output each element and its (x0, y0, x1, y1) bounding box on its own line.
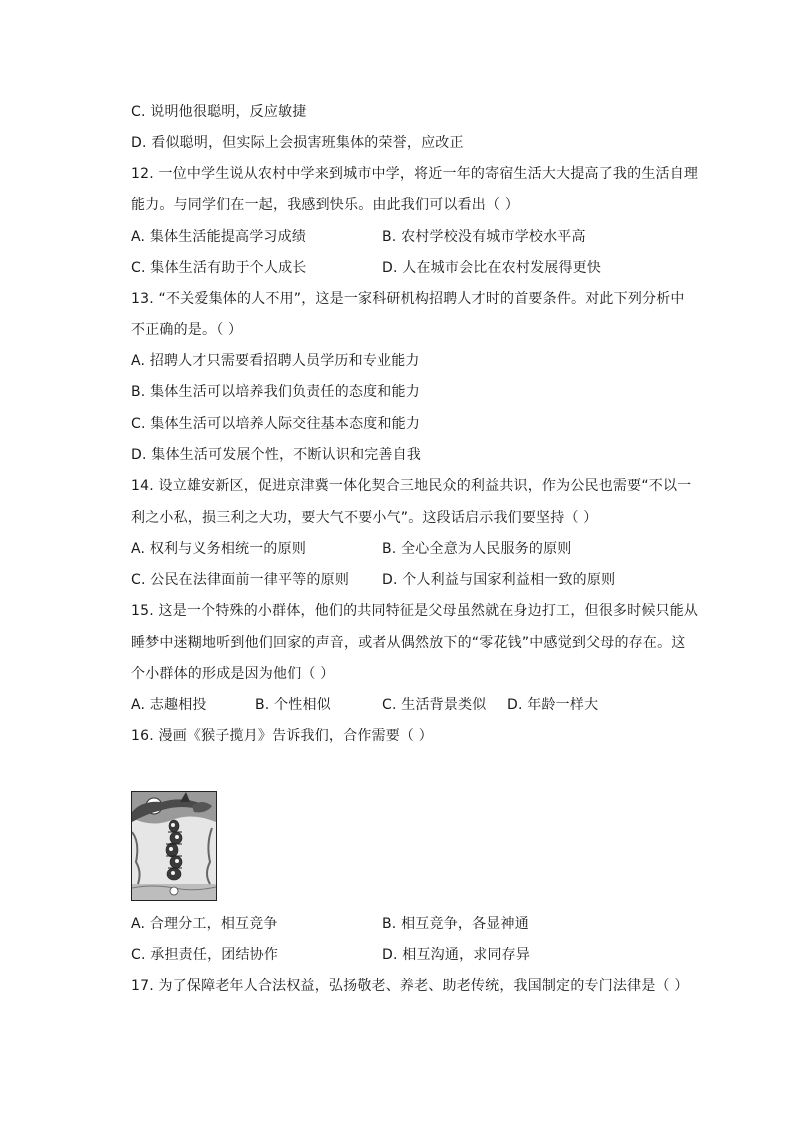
option-16-a: A. 合理分工，相互竞争 (131, 916, 278, 932)
question-15-line-3: 个小群体的形成是因为他们（ ） (131, 666, 335, 682)
question-14-line-1: 14. 设立雄安新区，促进京津冀一体化契合三地民众的利益共识，作为公民也需要“不以一 (131, 478, 692, 494)
option-15-a: A. 志趣相投 (131, 697, 207, 713)
option-15-b: B. 个性相似 (255, 697, 331, 713)
option-12-b: B. 农村学校没有城市学校水平高 (382, 229, 586, 245)
question-12-line-1: 12. 一位中学生说从农村中学来到城市中学，将近一年的寄宿生活大大提高了我的生活自理 (131, 166, 699, 182)
option-14-a: A. 权利与义务相统一的原则 (131, 541, 307, 557)
question-16-options-row-1 (131, 914, 731, 934)
option-15-d: D. 年龄一样大 (507, 697, 599, 713)
option-14-c: C. 公民在法律面前一律平等的原则 (131, 572, 350, 588)
question-17-line-1: 17. 为了保障老年人合法权益，弘扬敬老、养老、助老传统，我国制定的专门法律是（ ） (131, 978, 689, 994)
option-16-c: C. 承担责任，团结协作 (131, 947, 279, 963)
question-13-line-1: 13. “不关爱集体的人不用”，这是一家科研机构招聘人才时的首要条件。对此下列分析中 (131, 291, 685, 307)
option-11-d: D. 看似聪明，但实际上会损害班集体的荣誉，应改正 (131, 135, 464, 151)
question-13-line-2: 不正确的是。（ ） (131, 322, 243, 338)
monkey-comic-illustration (132, 792, 216, 900)
question-12-options-row-1 (131, 227, 731, 247)
question-14-line-2: 利之小私，损三利之大功，要大气不要小气”。这段话启示我们要坚持（ ） (131, 510, 598, 526)
option-11-c: C. 说明他很聪明，反应敏捷 (131, 104, 307, 120)
option-13-a: A. 招聘人才只需要看招聘人员学历和专业能力 (131, 353, 420, 369)
question-15-options-row (131, 695, 731, 715)
option-16-d: D. 相互沟通，求同存异 (382, 947, 531, 963)
question-16-line-1: 16. 漫画《猴子揽月》告诉我们，合作需要（ ） (131, 728, 433, 744)
option-13-c: C. 集体生活可以培养人际交往基本态度和能力 (131, 416, 421, 432)
option-14-b: B. 全心全意为人民服务的原则 (382, 541, 572, 557)
option-16-b: B. 相互竞争，各显神通 (382, 916, 529, 932)
question-14-options-row-2 (131, 570, 731, 590)
question-16-options-row-2 (131, 945, 731, 965)
option-14-d: D. 个人利益与国家利益相一致的原则 (382, 572, 616, 588)
question-12-line-2: 能力。与同学们在一起，我感到快乐。由此我们可以看出（ ） (131, 197, 520, 213)
option-15-c: C. 生活背景类似 (382, 697, 487, 713)
option-12-a: A. 集体生活能提高学习成绩 (131, 229, 307, 245)
monkey-comic-image (131, 791, 217, 901)
question-12-options-row-2 (131, 258, 731, 278)
question-15-line-1: 15. 这是一个特殊的小群体，他们的共同特征是父母虽然就在身边打工，但很多时候只能从 (131, 603, 699, 619)
option-12-d: D. 人在城市会比在农村发展得更快 (382, 260, 602, 276)
question-14-options-row-1 (131, 539, 731, 559)
option-13-b: B. 集体生活可以培养我们负责任的态度和能力 (131, 384, 420, 400)
option-13-d: D. 集体生活可发展个性，不断认识和完善自我 (131, 447, 422, 463)
question-15-line-2: 睡梦中迷糊地听到他们回家的声音，或者从偶然放下的“零花钱”中感觉到父母的存在。这 (131, 635, 686, 651)
option-12-c: C. 集体生活有助于个人成长 (131, 260, 307, 276)
